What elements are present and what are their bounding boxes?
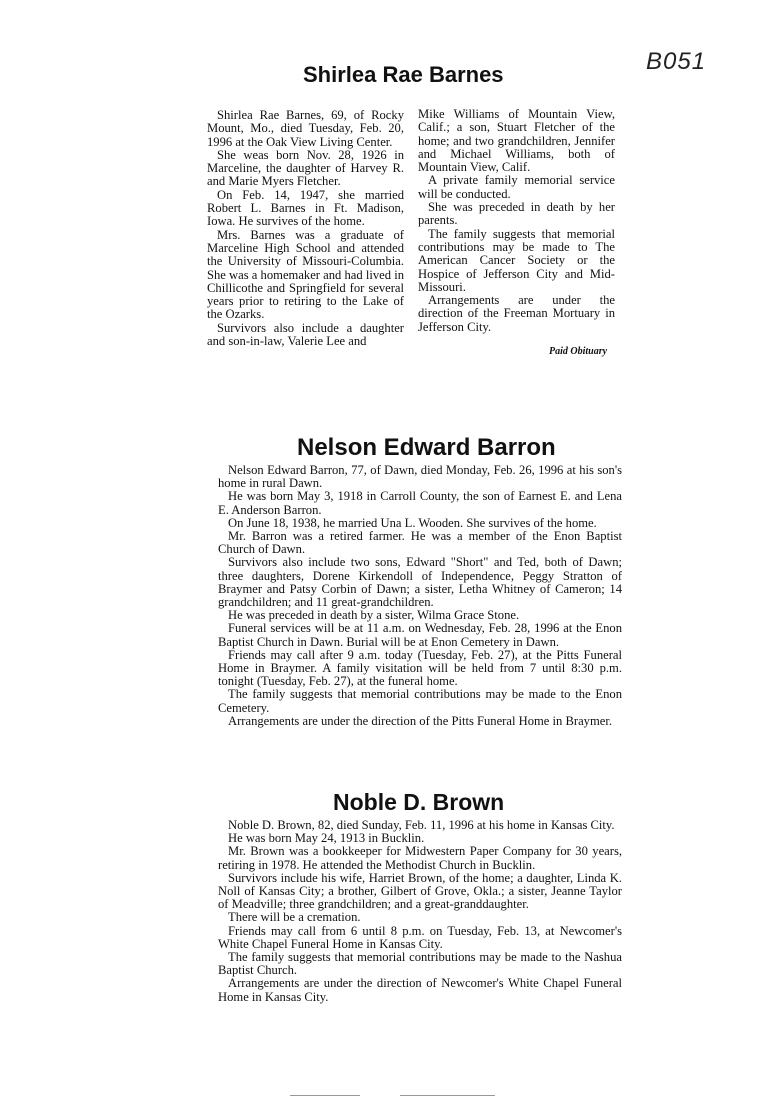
paid-obituary-note: Paid Obituary bbox=[549, 346, 608, 357]
paragraph: Mike Williams of Mountain View, Calif.; a son, Stuart Fletcher of the home; and two grandchildren, Jennifer and Michael Williams, both of Mountain View, Calif. bbox=[418, 107, 615, 175]
paragraph: On Feb. 14, 1947, she married Robert L. Barnes in Ft. Madison, Iowa. He survives of the home. bbox=[207, 187, 404, 229]
bottom-rule bbox=[290, 1095, 360, 1096]
headline-barron: Nelson Edward Barron bbox=[297, 434, 556, 461]
bottom-rule bbox=[400, 1095, 495, 1096]
paragraph: Noble D. Brown, 82, died Sunday, Feb. 11, 1996 at his home in Kansas City. bbox=[228, 818, 615, 832]
paragraph: Mrs. Barnes was a graduate of Marceline High School and attended the University of Missouri-Columbia. She was a homemaker and had lived in Chillicothe and Springfield for several years prior to retiring to the Lake of the Ozarks. bbox=[207, 227, 404, 322]
brown-body bbox=[218, 819, 622, 1004]
headline-brown: Noble D. Brown bbox=[333, 789, 505, 815]
paragraph: Friends may call after 9 a.m. today (Tuesday, Feb. 27), at the Pitts Funeral Home in Braymer. A family visitation will be held from 7 until 8:30 p.m. tonight (Tuesday, Feb. 27), at the funeral home. bbox=[218, 647, 622, 689]
barron-body bbox=[218, 464, 622, 728]
paragraph: Shirlea Rae Barnes, 69, of Rocky Mount, Mo., died Tuesday, Feb. 20, 1996 at the Oak View Living Center. bbox=[207, 108, 404, 149]
headline-barnes: Shirlea Rae Barnes bbox=[303, 62, 504, 87]
paragraph: She weas born Nov. 28, 1926 in Marceline, the daughter of Harvey R. and Marie Myers Fletcher. bbox=[207, 147, 404, 189]
paragraph: The family suggests that memorial contributions may be made to the Enon Cemetery. bbox=[218, 687, 622, 715]
paragraph: A private family memorial service will be conducted. bbox=[418, 173, 615, 201]
paragraph: He was born May 24, 1913 in Bucklin. bbox=[228, 831, 425, 846]
paragraph: Arrangements are under the direction of Newcomer's White Chapel Funeral Home in Kansas City. bbox=[218, 976, 622, 1004]
paragraph: She was preceded in death by her parents. bbox=[418, 200, 615, 228]
paragraph: Survivors include his wife, Harriet Brown, of the home; a daughter, Linda K. Noll of Kansas City; a brother, Gilbert of Grove, Okla.; a sister, Jeanne Taylor of Meadville; three grandchildren; and a great-granddaughter. bbox=[218, 870, 622, 912]
paragraph: Arrangements are under the direction of the Freeman Mortuary in Jefferson City. bbox=[418, 293, 615, 334]
paragraph: On June 18, 1938, he married Una L. Wooden. She survives of the home. bbox=[228, 515, 597, 530]
paragraph: Funeral services will be at 11 a.m. on Wednesday, Feb. 28, 1996 at the Enon Baptist Church in Dawn. Burial will be at Enon Cemetery in Dawn. bbox=[218, 621, 622, 649]
barnes-column-right bbox=[418, 108, 615, 334]
paragraph: The family suggests that memorial contributions may be made to the Nashua Baptist Church. bbox=[218, 950, 622, 978]
paragraph: He was preceded in death by a sister, Wilma Grace Stone. bbox=[228, 608, 520, 623]
paragraph: Survivors also include two sons, Edward "Short" and Ted, both of Dawn; three daughters, Dorene Kirkendoll of Independence, Peggy Stratton of Braymer and Patsy Corbin of Dawn; a sister, Letha Whitney of Cameron; 14 grandchildren; and 11 great-grandchildren. bbox=[218, 555, 622, 610]
paragraph: Nelson Edward Barron, 77, of Dawn, died Monday, Feb. 26, 1996 at his son's home in rural Dawn. bbox=[218, 463, 622, 491]
paragraph: There will be a cremation. bbox=[228, 910, 361, 925]
barnes-column-left bbox=[207, 109, 404, 348]
paragraph: He was born May 3, 1918 in Carroll County, the son of Earnest E. and Lena E. Anderson Barron. bbox=[218, 489, 622, 517]
paragraph: Survivors also include a daughter and son-in-law, Valerie Lee and bbox=[207, 320, 404, 349]
paragraph: Arrangements are under the direction of the Pitts Funeral Home in Braymer. bbox=[228, 713, 612, 728]
page-id-annotation: B051 bbox=[646, 48, 707, 75]
paragraph: The family suggests that memorial contributions may be made to The American Cancer Society or the Hospice of Jefferson City and Mid-Missouri. bbox=[418, 226, 615, 294]
paragraph: Mr. Barron was a retired farmer. He was a member of the Enon Baptist Church of Dawn. bbox=[218, 529, 622, 557]
paragraph: Mr. Brown was a bookkeeper for Midwestern Paper Company for 30 years, retiring in 1978. He attended the Methodist Church in Bucklin. bbox=[218, 844, 622, 872]
paragraph: Friends may call from 6 until 8 p.m. on Tuesday, Feb. 13, at Newcomer's White Chapel Funeral Home in Kansas City. bbox=[218, 923, 622, 951]
